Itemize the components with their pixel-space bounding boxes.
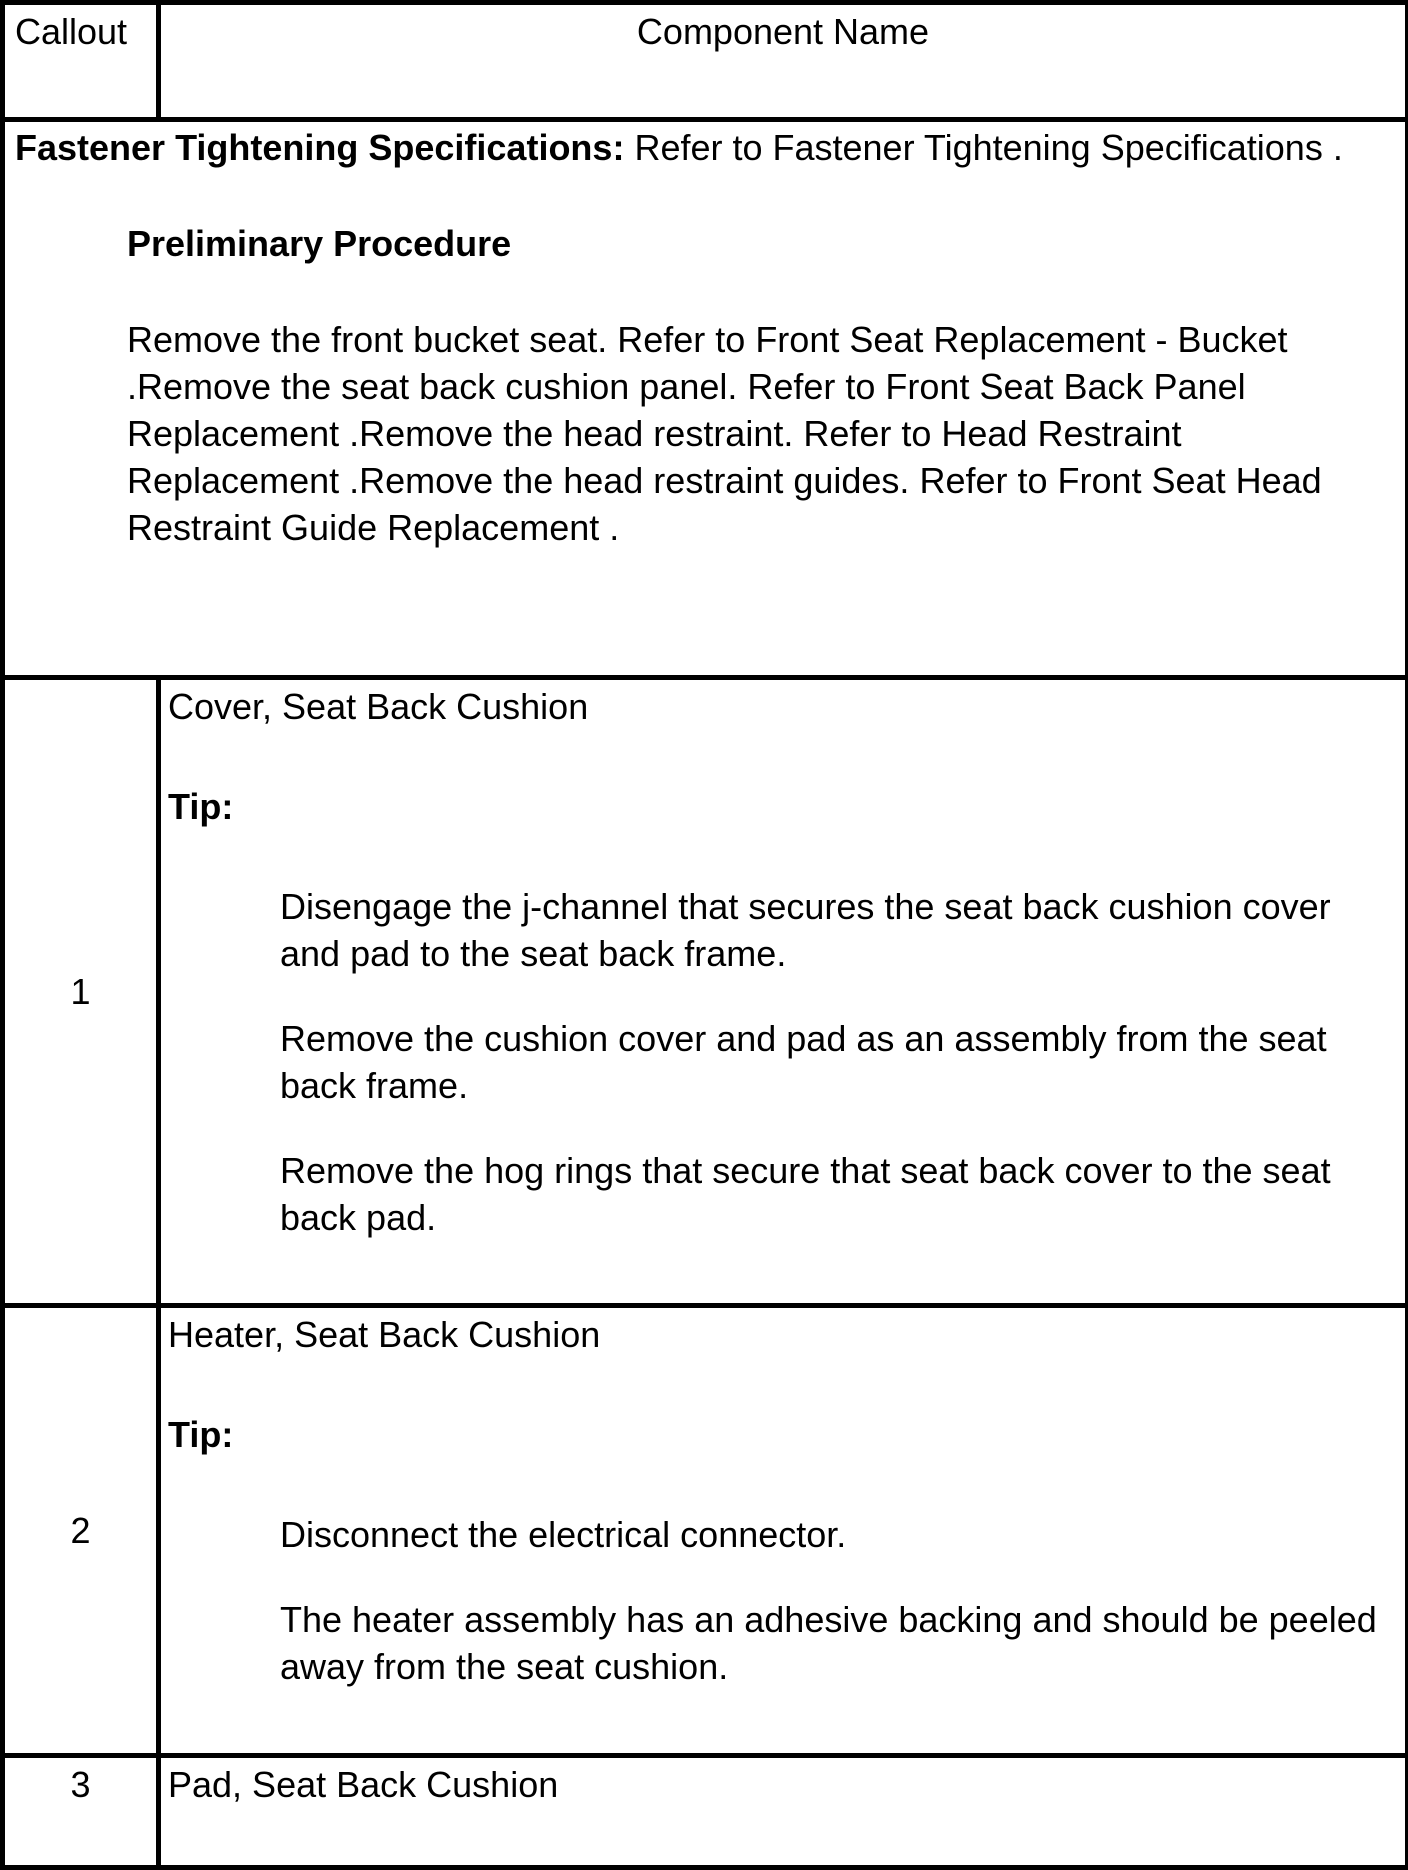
component-name-header: Component Name <box>159 3 1408 120</box>
tip-label: Tip: <box>168 786 234 827</box>
preliminary-procedure-title: Preliminary Procedure <box>127 223 512 264</box>
fastener-spec-label: Fastener Tightening Specifications: <box>15 127 625 168</box>
tip-label: Tip: <box>168 1414 234 1455</box>
tip-step: Remove the hog rings that secure that seat back cover to the seat back pad. <box>280 1150 1331 1238</box>
fastener-spec-line <box>15 124 1395 171</box>
table-row <box>3 1756 1408 1868</box>
tip-step: The heater assembly has an adhesive backing and should be peeled away from the seat cushion. <box>280 1599 1377 1687</box>
callout-header: Callout <box>3 3 159 120</box>
table-row <box>3 1306 1408 1756</box>
component-cell <box>159 1306 1408 1756</box>
component-name: Cover, Seat Back Cushion <box>168 686 589 727</box>
callout-number: 2 <box>3 1306 159 1756</box>
component-name: Pad, Seat Back Cushion <box>168 1764 559 1805</box>
preliminary-procedure-text: Remove the front bucket seat. Refer to Front Seat Replacement - Bucket .Remove the seat back cushion panel. Refer to Front Seat Back Panel Replacement .Remove the head restraint. Refer to Head Restraint Replacement .Remove the head restraint guides. Refer to Front Seat Head Restraint Guide Replacement . <box>127 319 1322 548</box>
table-row <box>3 678 1408 1306</box>
tip-steps <box>280 1511 1400 1690</box>
callout-number: 3 <box>3 1756 159 1868</box>
intro-row <box>3 120 1408 678</box>
header-row <box>3 3 1408 120</box>
fastener-spec-text: Refer to Fastener Tightening Specifications . <box>624 127 1343 168</box>
component-cell <box>159 1756 1408 1868</box>
tip-step: Disconnect the electrical connector. <box>280 1514 847 1555</box>
component-cell <box>159 678 1408 1306</box>
tip-step: Remove the cushion cover and pad as an assembly from the seat back frame. <box>280 1018 1327 1106</box>
component-name: Heater, Seat Back Cushion <box>168 1314 601 1355</box>
tip-steps <box>280 883 1400 1241</box>
intro-cell <box>3 120 1408 678</box>
tip-step: Disengage the j-channel that secures the seat back cushion cover and pad to the seat back frame. <box>280 886 1331 974</box>
callout-number: 1 <box>3 678 159 1306</box>
